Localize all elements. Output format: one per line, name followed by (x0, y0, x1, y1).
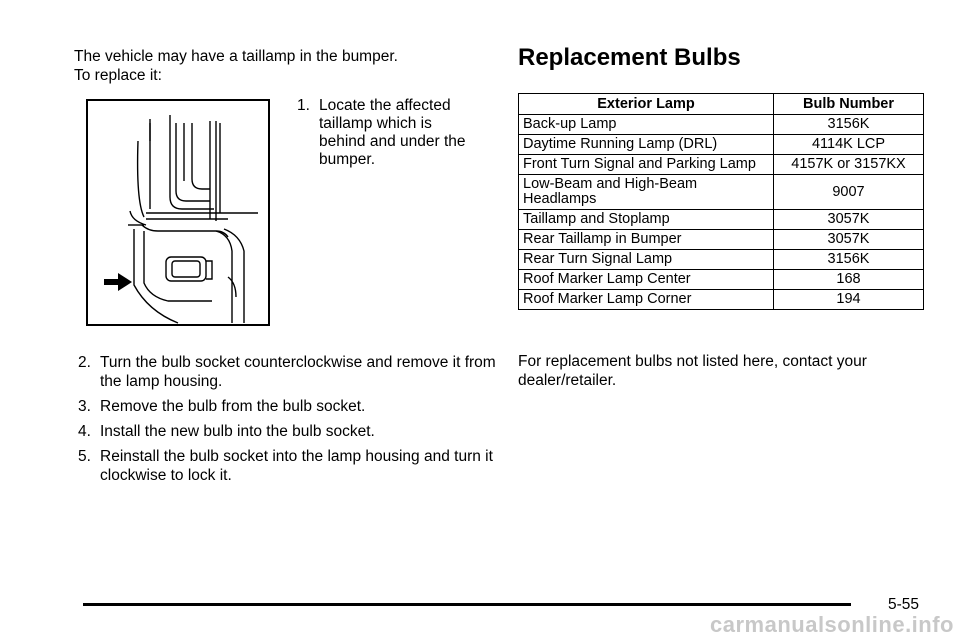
table-row (519, 115, 924, 135)
table-row (519, 250, 924, 270)
step-2 (78, 353, 498, 391)
bulb-cell: 3156K (774, 250, 924, 270)
section-heading: Replacement Bulbs (518, 44, 741, 71)
table-row (519, 290, 924, 310)
lamp-cell: Taillamp and Stoplamp (519, 210, 774, 230)
lamp-cell: Roof Marker Lamp Center (519, 270, 774, 290)
lamp-cell: Rear Taillamp in Bumper (519, 230, 774, 250)
step-text: Locate the affected taillamp which is behind and under the bumper. (319, 97, 466, 168)
lamp-cell: Rear Turn Signal Lamp (519, 250, 774, 270)
bulb-cell: 3057K (774, 210, 924, 230)
step-5 (78, 447, 498, 485)
step-text: Reinstall the bulb socket into the lamp housing and turn it clockwise to lock it. (100, 448, 493, 484)
watermark: carmanualsonline.info (710, 612, 954, 637)
step-text: Remove the bulb from the bulb socket. (100, 398, 366, 415)
bulb-cell: 194 (774, 290, 924, 310)
table-row (519, 155, 924, 175)
column-header-lamp: Exterior Lamp (519, 94, 774, 115)
step-number: 5. (78, 448, 91, 465)
table-row (519, 135, 924, 155)
table-header-row (519, 94, 924, 115)
step-text: Turn the bulb socket counterclockwise and remove it from the lamp housing. (100, 354, 496, 390)
step-number: 3. (78, 398, 91, 415)
footnote-text: For replacement bulbs not listed here, contact your dealer/retailer. (518, 353, 867, 389)
bulb-cell: 3057K (774, 230, 924, 250)
lamp-cell: Back-up Lamp (519, 115, 774, 135)
step-number: 4. (78, 423, 91, 440)
intro-line-1: The vehicle may have a taillamp in the bumper. (74, 48, 398, 65)
bulb-table (518, 93, 924, 310)
lamp-cell: Front Turn Signal and Parking Lamp (519, 155, 774, 175)
intro-line-2: To replace it: (74, 67, 162, 84)
bulb-cell: 3156K (774, 115, 924, 135)
step-number: 1. (297, 97, 310, 114)
intro-text (74, 47, 474, 85)
page-number: 5-55 (888, 596, 920, 613)
step-4 (78, 422, 498, 441)
column-header-bulb: Bulb Number (774, 94, 924, 115)
lamp-cell: Daytime Running Lamp (DRL) (519, 135, 774, 155)
table-row (519, 270, 924, 290)
footer-rule (83, 603, 851, 606)
lamp-cell: Roof Marker Lamp Corner (519, 290, 774, 310)
bumper-taillamp-icon (88, 101, 268, 324)
step-number: 2. (78, 354, 91, 371)
step-text: Install the new bulb into the bulb socket. (100, 423, 375, 440)
table-row (519, 175, 924, 210)
steps-list (78, 353, 498, 491)
bulb-cell: 168 (774, 270, 924, 290)
table-row (519, 210, 924, 230)
bulb-cell: 4157K or 3157KX (774, 155, 924, 175)
bulb-cell: 4114K LCP (774, 135, 924, 155)
bulb-cell: 9007 (774, 175, 924, 210)
bumper-taillamp-illustration (86, 99, 270, 326)
lamp-cell: Low-Beam and High-Beam Headlamps (519, 175, 774, 210)
step-3 (78, 397, 498, 416)
step-1 (297, 97, 477, 169)
table-row (519, 230, 924, 250)
